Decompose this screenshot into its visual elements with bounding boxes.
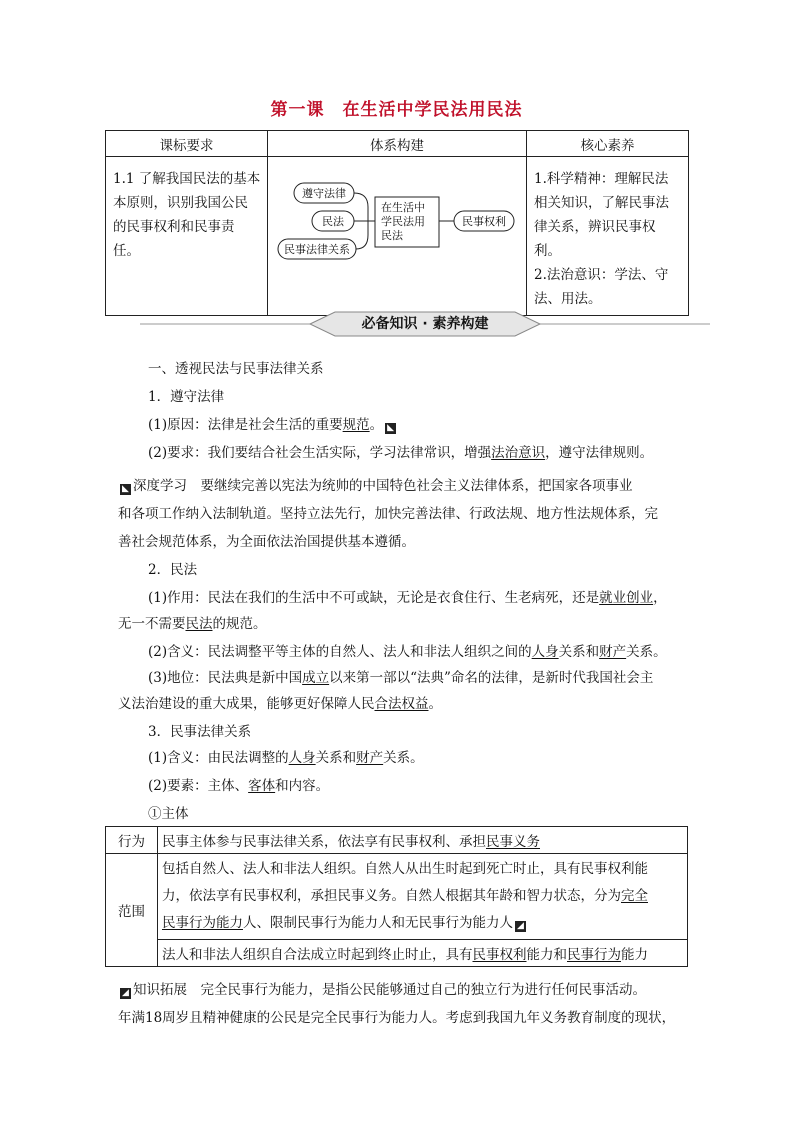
section-title: 必备知识 · 素养构建 (361, 316, 489, 332)
paragraph: 义法治建设的重大成果，能够更好保障人民合法权益。 (118, 696, 442, 712)
subheading-obey-law: 1．遵守法律 (148, 389, 225, 405)
row-content-legal-person: 法人和非法人组织自合法成立时起到终止时止，具有民事权利能力和民事行为能力 (158, 940, 688, 967)
note-marker-icon: ◢ (120, 988, 131, 999)
page-title: 第一课 在生活中学民法用民法 (270, 100, 523, 120)
knowledge-extension-note: 年满18周岁且精神健康的公民是完全民事行为能力人。考虑到我国九年义务教育制度的现状， (118, 1010, 676, 1026)
deep-learning-note: 和各项工作纳入法制轨道。坚持立法先行，加快完善法律、行政法规、地方性法规体系，完 (118, 506, 658, 522)
requirement-line: 的民事权利和民事责 (113, 219, 235, 235)
paragraph: (2)要素：主体、客体和内容。 (148, 778, 330, 794)
subject-table (105, 826, 688, 967)
paragraph: (2)含义：民法调整平等主体的自然人、法人和非法人组织之间的人身关系和财产关系。 (148, 644, 667, 660)
requirement-cell (106, 157, 268, 316)
diagram-label: 民法 (381, 229, 403, 242)
subheading-civil-law: 2．民法 (148, 562, 198, 578)
paragraph: 无一不需要民法的规范。 (118, 616, 267, 632)
header-requirement: 课标要求 (106, 131, 268, 157)
row-label-scope: 范围 (106, 854, 158, 967)
diagram-label: 民事法律关系 (284, 243, 350, 256)
note-marker-icon: ◣ (385, 423, 396, 434)
literacy-line: 律关系，辨识民事权利。 (534, 219, 656, 259)
row-content-scope: 包括自然人、法人和非法人组织。自然人从出生时起到死亡时止，具有民事权利能 力，依法享有民事权利，承担民事义务。自然人根据其年龄和智力状态，分为完全 民事行为能力人、限制民事行为能力人和无民事行为能力人 ◢ (158, 854, 688, 940)
paragraph: (1)作用：民法在我们的生活中不可或缺，无论是衣食住行、生老病死，还是就业创业， (148, 590, 667, 606)
requirement-line: 任。 (113, 243, 140, 259)
subheading-civil-relation: 3．民事法律关系 (148, 724, 252, 740)
literacy-line: 1.科学精神：理解民法 (534, 171, 669, 187)
literacy-line: 法、用法。 (534, 291, 602, 307)
row-label-behavior: 行为 (106, 827, 158, 854)
diagram-label: 民事权利 (462, 215, 506, 228)
knowledge-extension-note: ◢ 知识拓展 完全民事行为能力，是指公民能够通过自己的独立行为进行任何民事活动。 (118, 978, 646, 999)
note-marker-icon: ◣ (120, 484, 131, 495)
deep-learning-note: ◣ 深度学习 要继续完善以宪法为统帅的中国特色社会主义法律体系，把国家各项事业 (118, 474, 633, 495)
heading-1: 一、透视民法与民事法律关系 (148, 361, 324, 377)
paragraph: (3)地位：民法典是新中国成立以来第一部以“法典”命名的法律，是新时代我国社会主 (148, 670, 654, 686)
diagram-label: 遵守法律 (302, 187, 346, 200)
diagram-label: 在生活中 (381, 201, 425, 214)
requirement-line: 1.1 了解我国民法的基本 (113, 171, 261, 187)
literacy-cell (527, 157, 689, 316)
paragraph: (2)要求：我们要结合社会生活实际，学习法律常识，增强法治意识，遵守法律规则。 (148, 445, 654, 461)
structure-diagram-cell (268, 157, 527, 316)
header-literacy: 核心素养 (527, 131, 689, 157)
row-content-behavior: 民事主体参与民事法律关系，依法享有民事权利、承担民事义务 (158, 827, 688, 854)
literacy-line: 相关知识，了解民事法 (534, 195, 669, 211)
paragraph: (1)原因：法律是社会生活的重要规范。 ◣ (148, 413, 398, 434)
deep-learning-note: 善社会规范体系，为全面依法治国提供基本遵循。 (118, 534, 415, 550)
requirement-line: 本原则，识别我国公民 (113, 195, 248, 211)
overview-table (105, 130, 689, 316)
diagram-label: 民法 (322, 215, 344, 228)
paragraph: (1)含义：由民法调整的人身关系和财产关系。 (148, 750, 424, 766)
subheading-subject: ①主体 (148, 806, 189, 822)
note-marker-icon: ◢ (515, 921, 526, 932)
header-structure: 体系构建 (268, 131, 527, 157)
diagram-label: 学民法用 (381, 215, 425, 228)
structure-diagram (268, 157, 525, 297)
literacy-line: 2.法治意识：学法、守 (534, 267, 669, 283)
